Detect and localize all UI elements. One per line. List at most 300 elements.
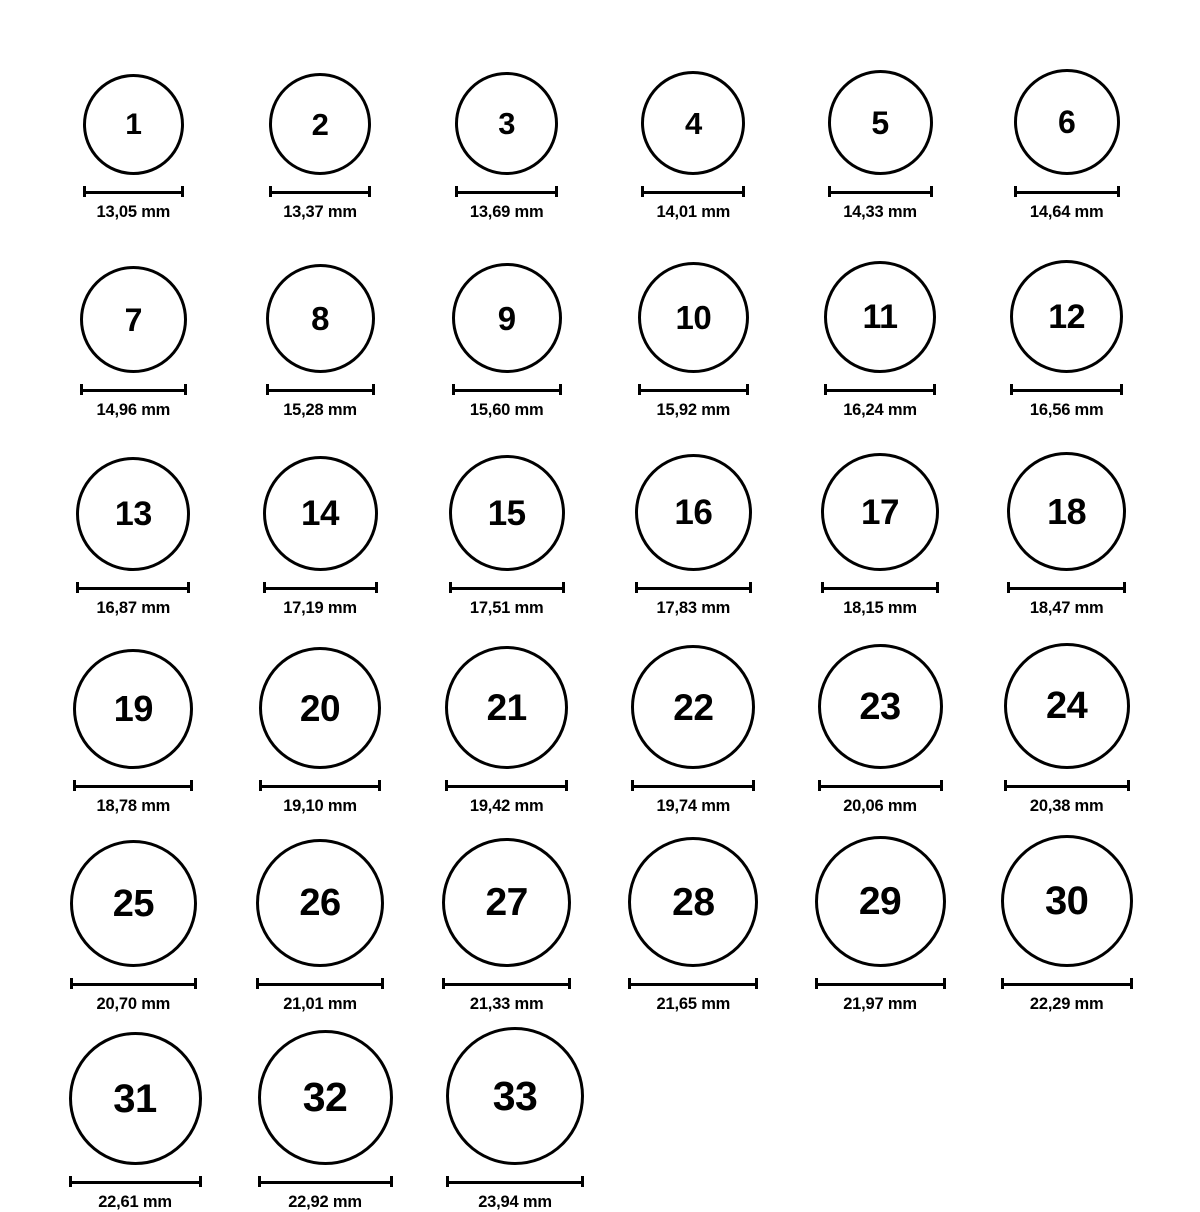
measure-bar-icon	[1001, 978, 1133, 989]
measure-bar-icon	[69, 1176, 202, 1187]
measure-cap-right	[930, 186, 933, 197]
measure-cap-left	[455, 186, 458, 197]
diameter-label: 13,05 mm	[96, 203, 171, 221]
measure-line	[73, 785, 193, 788]
size-row	[40, 420, 1160, 618]
ring-size-number: 13	[114, 495, 152, 533]
measure-line	[70, 983, 197, 986]
ring-size-cell[interactable]	[973, 24, 1160, 222]
diameter-label: 18,78 mm	[96, 797, 171, 815]
ring-size-number: 21	[486, 687, 527, 728]
measure-cap-right	[581, 1176, 584, 1187]
ring-circle	[631, 645, 755, 769]
measure-cap-left	[1001, 978, 1004, 989]
measure-cap-right	[1130, 978, 1133, 989]
ring-size-number: 16	[674, 493, 713, 532]
size-row	[40, 24, 1160, 222]
measure-line	[266, 389, 375, 392]
diameter-measure	[1010, 384, 1123, 420]
ring-size-cell[interactable]	[973, 222, 1160, 420]
measure-bar-icon	[256, 978, 384, 989]
measure-bar-icon	[452, 384, 562, 395]
diameter-measure	[828, 186, 933, 222]
ring-circle	[638, 262, 749, 373]
ring-size-number: 11	[862, 298, 898, 336]
ring-size-cell[interactable]	[600, 24, 787, 222]
ring-size-cell[interactable]	[413, 420, 600, 618]
diameter-measure	[824, 384, 936, 420]
diameter-measure	[76, 582, 190, 618]
measure-line	[258, 1181, 393, 1184]
measure-line	[446, 1181, 584, 1184]
ring-circle	[818, 644, 943, 769]
ring-size-cell[interactable]	[227, 24, 414, 222]
measure-bar-icon	[821, 582, 939, 593]
diameter-label: 17,51 mm	[469, 599, 544, 617]
ring-size-cell[interactable]	[227, 222, 414, 420]
measure-cap-left	[641, 186, 644, 197]
measure-cap-right	[936, 582, 939, 593]
measure-bar-icon	[73, 780, 193, 791]
ring-size-number: 23	[859, 685, 901, 728]
diameter-measure	[628, 978, 758, 1014]
ring-size-number: 25	[112, 882, 154, 925]
diameter-measure	[818, 780, 943, 816]
measure-cap-left	[818, 780, 821, 791]
size-row	[40, 816, 1160, 1014]
measure-bar-icon	[445, 780, 568, 791]
ring-size-number: 3	[498, 106, 516, 141]
ring-circle	[442, 838, 571, 967]
ring-circle	[815, 836, 946, 967]
ring-size-cell[interactable]	[413, 222, 600, 420]
measure-bar-icon	[1007, 582, 1126, 593]
measure-cap-right	[746, 384, 749, 395]
diameter-measure	[635, 582, 752, 618]
measure-line	[259, 785, 381, 788]
measure-cap-right	[559, 384, 562, 395]
measure-cap-left	[442, 978, 445, 989]
measure-bar-icon	[263, 582, 378, 593]
measure-line	[815, 983, 946, 986]
measure-line	[256, 983, 384, 986]
diameter-label: 21,97 mm	[843, 995, 917, 1013]
ring-circle	[83, 74, 184, 175]
ring-size-cell[interactable]	[787, 618, 974, 816]
measure-line	[1007, 587, 1126, 590]
measure-cap-left	[83, 186, 86, 197]
measure-cap-left	[256, 978, 259, 989]
measure-cap-left	[263, 582, 266, 593]
measure-bar-icon	[258, 1176, 393, 1187]
diameter-measure	[269, 186, 371, 222]
diameter-measure	[815, 978, 946, 1014]
measure-bar-icon	[70, 978, 197, 989]
diameter-measure	[452, 384, 562, 420]
diameter-label: 14,64 mm	[1029, 203, 1104, 221]
diameter-label: 18,15 mm	[843, 599, 917, 617]
measure-line	[1001, 983, 1133, 986]
measure-cap-left	[446, 1176, 449, 1187]
measure-line	[263, 587, 378, 590]
ring-circle	[76, 457, 190, 571]
measure-cap-right	[199, 1176, 202, 1187]
diameter-label: 22,61 mm	[98, 1193, 172, 1211]
diameter-measure	[1007, 582, 1126, 618]
ring-circle	[635, 454, 752, 571]
ring-size-cell[interactable]	[227, 816, 414, 1014]
ring-size-number: 22	[673, 686, 714, 728]
measure-bar-icon	[638, 384, 749, 395]
diameter-label: 21,33 mm	[469, 995, 544, 1013]
diameter-measure	[638, 384, 749, 420]
diameter-label: 15,28 mm	[283, 401, 357, 419]
ring-size-cell[interactable]	[787, 222, 974, 420]
diameter-label: 13,37 mm	[283, 203, 357, 221]
diameter-label: 14,01 mm	[656, 203, 731, 221]
measure-bar-icon	[455, 186, 558, 197]
measure-cap-left	[631, 780, 634, 791]
measure-cap-right	[749, 582, 752, 593]
diameter-label: 20,38 mm	[1029, 797, 1104, 815]
ring-size-number: 12	[1048, 297, 1086, 336]
ring-size-number: 28	[672, 880, 715, 924]
size-row	[40, 222, 1160, 420]
measure-line	[638, 389, 749, 392]
measure-line	[1004, 785, 1130, 788]
measure-cap-left	[76, 582, 79, 593]
ring-size-cell[interactable]	[973, 420, 1160, 618]
measure-bar-icon	[628, 978, 758, 989]
ring-circle	[821, 453, 939, 571]
measure-cap-left	[828, 186, 831, 197]
diameter-label: 16,56 mm	[1029, 401, 1104, 419]
ring-circle	[1014, 69, 1120, 175]
ring-circle	[258, 1030, 393, 1165]
measure-bar-icon	[818, 780, 943, 791]
measure-line	[445, 785, 568, 788]
measure-cap-left	[628, 978, 631, 989]
ring-circle	[445, 646, 568, 769]
measure-cap-right	[1127, 780, 1130, 791]
diameter-measure	[73, 780, 193, 816]
diameter-label: 22,92 mm	[288, 1193, 362, 1211]
measure-line	[828, 191, 933, 194]
size-row	[40, 1014, 1160, 1212]
ring-size-number: 32	[302, 1074, 348, 1120]
ring-size-cell[interactable]	[413, 618, 600, 816]
measure-cap-left	[452, 384, 455, 395]
ring-size-number: 1	[125, 107, 142, 141]
measure-cap-right	[755, 978, 758, 989]
diameter-measure	[69, 1176, 202, 1212]
measure-bar-icon	[635, 582, 752, 593]
diameter-label: 19,42 mm	[469, 797, 544, 815]
measure-cap-right	[378, 780, 381, 791]
ring-circle	[1007, 452, 1126, 571]
measure-bar-icon	[76, 582, 190, 593]
measure-cap-right	[181, 186, 184, 197]
ring-size-cell[interactable]	[973, 816, 1160, 1014]
ring-circle	[1001, 835, 1133, 967]
ring-size-cell[interactable]	[413, 24, 600, 222]
ring-size-number: 7	[124, 301, 142, 338]
measure-bar-icon	[641, 186, 745, 197]
ring-size-number: 19	[113, 688, 153, 729]
diameter-label: 20,06 mm	[843, 797, 917, 815]
diameter-measure	[631, 780, 755, 816]
measure-line	[76, 587, 190, 590]
diameter-measure	[455, 186, 558, 222]
diameter-label: 14,96 mm	[96, 401, 171, 419]
ring-size-cell[interactable]	[227, 420, 414, 618]
ring-size-cell[interactable]	[600, 618, 787, 816]
ring-size-number: 31	[113, 1076, 157, 1121]
measure-cap-left	[266, 384, 269, 395]
measure-cap-left	[80, 384, 83, 395]
measure-bar-icon	[1010, 384, 1123, 395]
diameter-label: 16,24 mm	[843, 401, 917, 419]
measure-line	[628, 983, 758, 986]
diameter-label: 13,69 mm	[469, 203, 544, 221]
ring-size-cell[interactable]	[230, 1014, 420, 1212]
diameter-label: 14,33 mm	[843, 203, 917, 221]
measure-cap-right	[933, 384, 936, 395]
measure-cap-right	[375, 582, 378, 593]
measure-bar-icon	[824, 384, 936, 395]
ring-size-cell[interactable]	[600, 816, 787, 1014]
measure-cap-left	[815, 978, 818, 989]
measure-cap-right	[381, 978, 384, 989]
ring-size-number: 20	[299, 687, 341, 729]
measure-cap-left	[449, 582, 452, 593]
measure-bar-icon	[269, 186, 371, 197]
ring-size-cell[interactable]	[40, 420, 227, 618]
measure-line	[1010, 389, 1123, 392]
diameter-measure	[821, 582, 939, 618]
ring-size-number: 26	[299, 882, 341, 924]
measure-cap-left	[70, 978, 73, 989]
measure-cap-left	[1014, 186, 1017, 197]
ring-circle	[628, 837, 758, 967]
ring-circle	[263, 456, 378, 571]
diameter-label: 22,29 mm	[1029, 995, 1104, 1013]
measure-cap-left	[73, 780, 76, 791]
measure-line	[80, 389, 187, 392]
measure-bar-icon	[446, 1176, 584, 1187]
ring-circle	[70, 840, 197, 967]
measure-line	[821, 587, 939, 590]
measure-cap-left	[258, 1176, 261, 1187]
diameter-measure	[70, 978, 197, 1014]
diameter-measure	[80, 384, 187, 420]
ring-size-cell[interactable]	[600, 420, 787, 618]
ring-circle	[446, 1027, 584, 1165]
ring-circle	[269, 73, 371, 175]
diameter-measure	[641, 186, 745, 222]
diameter-label: 15,60 mm	[469, 401, 544, 419]
diameter-label: 16,87 mm	[96, 599, 171, 617]
measure-line	[69, 1181, 202, 1184]
measure-bar-icon	[631, 780, 755, 791]
ring-size-cell[interactable]	[413, 816, 600, 1014]
measure-bar-icon	[1014, 186, 1120, 197]
measure-line	[641, 191, 745, 194]
measure-bar-icon	[266, 384, 375, 395]
measure-line	[635, 587, 752, 590]
diameter-label: 23,94 mm	[478, 1193, 552, 1211]
measure-cap-left	[69, 1176, 72, 1187]
ring-size-number: 2	[311, 106, 329, 142]
measure-line	[442, 983, 571, 986]
measure-line	[83, 191, 184, 194]
ring-size-number: 9	[497, 299, 516, 337]
ring-size-cell[interactable]	[227, 618, 414, 816]
size-row	[40, 618, 1160, 816]
ring-size-number: 8	[311, 300, 329, 337]
ring-size-number: 10	[675, 299, 712, 336]
measure-cap-left	[445, 780, 448, 791]
measure-bar-icon	[1004, 780, 1130, 791]
measure-bar-icon	[442, 978, 571, 989]
measure-bar-icon	[80, 384, 187, 395]
ring-size-number: 30	[1044, 879, 1089, 923]
measure-cap-left	[824, 384, 827, 395]
measure-cap-left	[269, 186, 272, 197]
ring-circle	[73, 649, 193, 769]
measure-bar-icon	[828, 186, 933, 197]
diameter-label: 19,10 mm	[283, 797, 357, 815]
measure-cap-left	[1004, 780, 1007, 791]
ring-circle	[828, 70, 933, 175]
ring-size-cell[interactable]	[600, 222, 787, 420]
diameter-label: 15,92 mm	[656, 401, 731, 419]
measure-cap-right	[943, 978, 946, 989]
ring-circle	[455, 72, 558, 175]
diameter-measure	[449, 582, 565, 618]
measure-cap-right	[555, 186, 558, 197]
ring-size-number: 14	[301, 494, 339, 533]
ring-size-number: 27	[485, 881, 528, 924]
measure-bar-icon	[83, 186, 184, 197]
ring-circle	[1010, 260, 1123, 373]
measure-line	[452, 389, 562, 392]
measure-cap-right	[565, 780, 568, 791]
ring-size-cell[interactable]	[40, 24, 227, 222]
ring-size-cell[interactable]	[40, 618, 227, 816]
measure-cap-right	[372, 384, 375, 395]
diameter-label: 20,70 mm	[96, 995, 171, 1013]
diameter-label: 17,83 mm	[656, 599, 731, 617]
measure-cap-left	[259, 780, 262, 791]
measure-line	[818, 785, 943, 788]
diameter-label: 19,74 mm	[656, 797, 731, 815]
measure-line	[1014, 191, 1120, 194]
ring-size-cell[interactable]	[973, 618, 1160, 816]
diameter-label: 21,65 mm	[656, 995, 731, 1013]
diameter-measure	[1001, 978, 1133, 1014]
ring-circle	[259, 647, 381, 769]
diameter-measure	[259, 780, 381, 816]
ring-size-number: 15	[487, 493, 526, 533]
measure-cap-right	[187, 582, 190, 593]
ring-size-number: 33	[492, 1072, 538, 1119]
measure-cap-left	[635, 582, 638, 593]
measure-bar-icon	[815, 978, 946, 989]
diameter-measure	[446, 1176, 584, 1212]
ring-circle	[1004, 643, 1130, 769]
ring-circle	[80, 266, 187, 373]
measure-line	[824, 389, 936, 392]
measure-cap-right	[1117, 186, 1120, 197]
measure-cap-right	[940, 780, 943, 791]
ring-size-number: 29	[858, 880, 902, 923]
measure-cap-right	[194, 978, 197, 989]
measure-cap-right	[1123, 582, 1126, 593]
diameter-label: 17,19 mm	[283, 599, 357, 617]
ring-circle	[266, 264, 375, 373]
measure-cap-left	[821, 582, 824, 593]
diameter-measure	[263, 582, 378, 618]
diameter-measure	[266, 384, 375, 420]
ring-circle	[824, 261, 936, 373]
ring-size-number: 5	[871, 104, 889, 141]
ring-size-cell[interactable]	[40, 1014, 230, 1212]
measure-cap-right	[184, 384, 187, 395]
measure-cap-left	[1007, 582, 1010, 593]
measure-cap-right	[190, 780, 193, 791]
ring-circle	[69, 1032, 202, 1165]
diameter-measure	[258, 1176, 393, 1212]
ring-circle	[449, 455, 565, 571]
measure-cap-right	[568, 978, 571, 989]
diameter-measure	[83, 186, 184, 222]
ring-size-cell[interactable]	[40, 816, 227, 1014]
ring-circle	[452, 263, 562, 373]
ring-size-number: 18	[1047, 490, 1087, 532]
diameter-measure	[256, 978, 384, 1014]
measure-cap-right	[390, 1176, 393, 1187]
measure-line	[449, 587, 565, 590]
diameter-measure	[1014, 186, 1120, 222]
measure-bar-icon	[449, 582, 565, 593]
measure-cap-right	[752, 780, 755, 791]
ring-size-number: 6	[1058, 104, 1076, 140]
ring-size-cell[interactable]	[787, 420, 974, 618]
ring-circle	[641, 71, 745, 175]
diameter-measure	[442, 978, 571, 1014]
ring-size-number: 24	[1046, 685, 1088, 727]
diameter-label: 21,01 mm	[283, 995, 357, 1013]
diameter-measure	[445, 780, 568, 816]
ring-size-cell[interactable]	[420, 1014, 610, 1212]
ring-size-cell[interactable]	[787, 816, 974, 1014]
measure-line	[269, 191, 371, 194]
ring-circle	[256, 839, 384, 967]
measure-cap-left	[638, 384, 641, 395]
ring-size-number: 4	[684, 105, 702, 141]
measure-cap-right	[742, 186, 745, 197]
measure-line	[631, 785, 755, 788]
measure-cap-right	[368, 186, 371, 197]
ring-size-cell[interactable]	[787, 24, 974, 222]
measure-cap-left	[1010, 384, 1013, 395]
ring-size-cell[interactable]	[40, 222, 227, 420]
ring-size-number: 17	[861, 492, 899, 532]
measure-bar-icon	[259, 780, 381, 791]
measure-line	[455, 191, 558, 194]
measure-cap-right	[562, 582, 565, 593]
